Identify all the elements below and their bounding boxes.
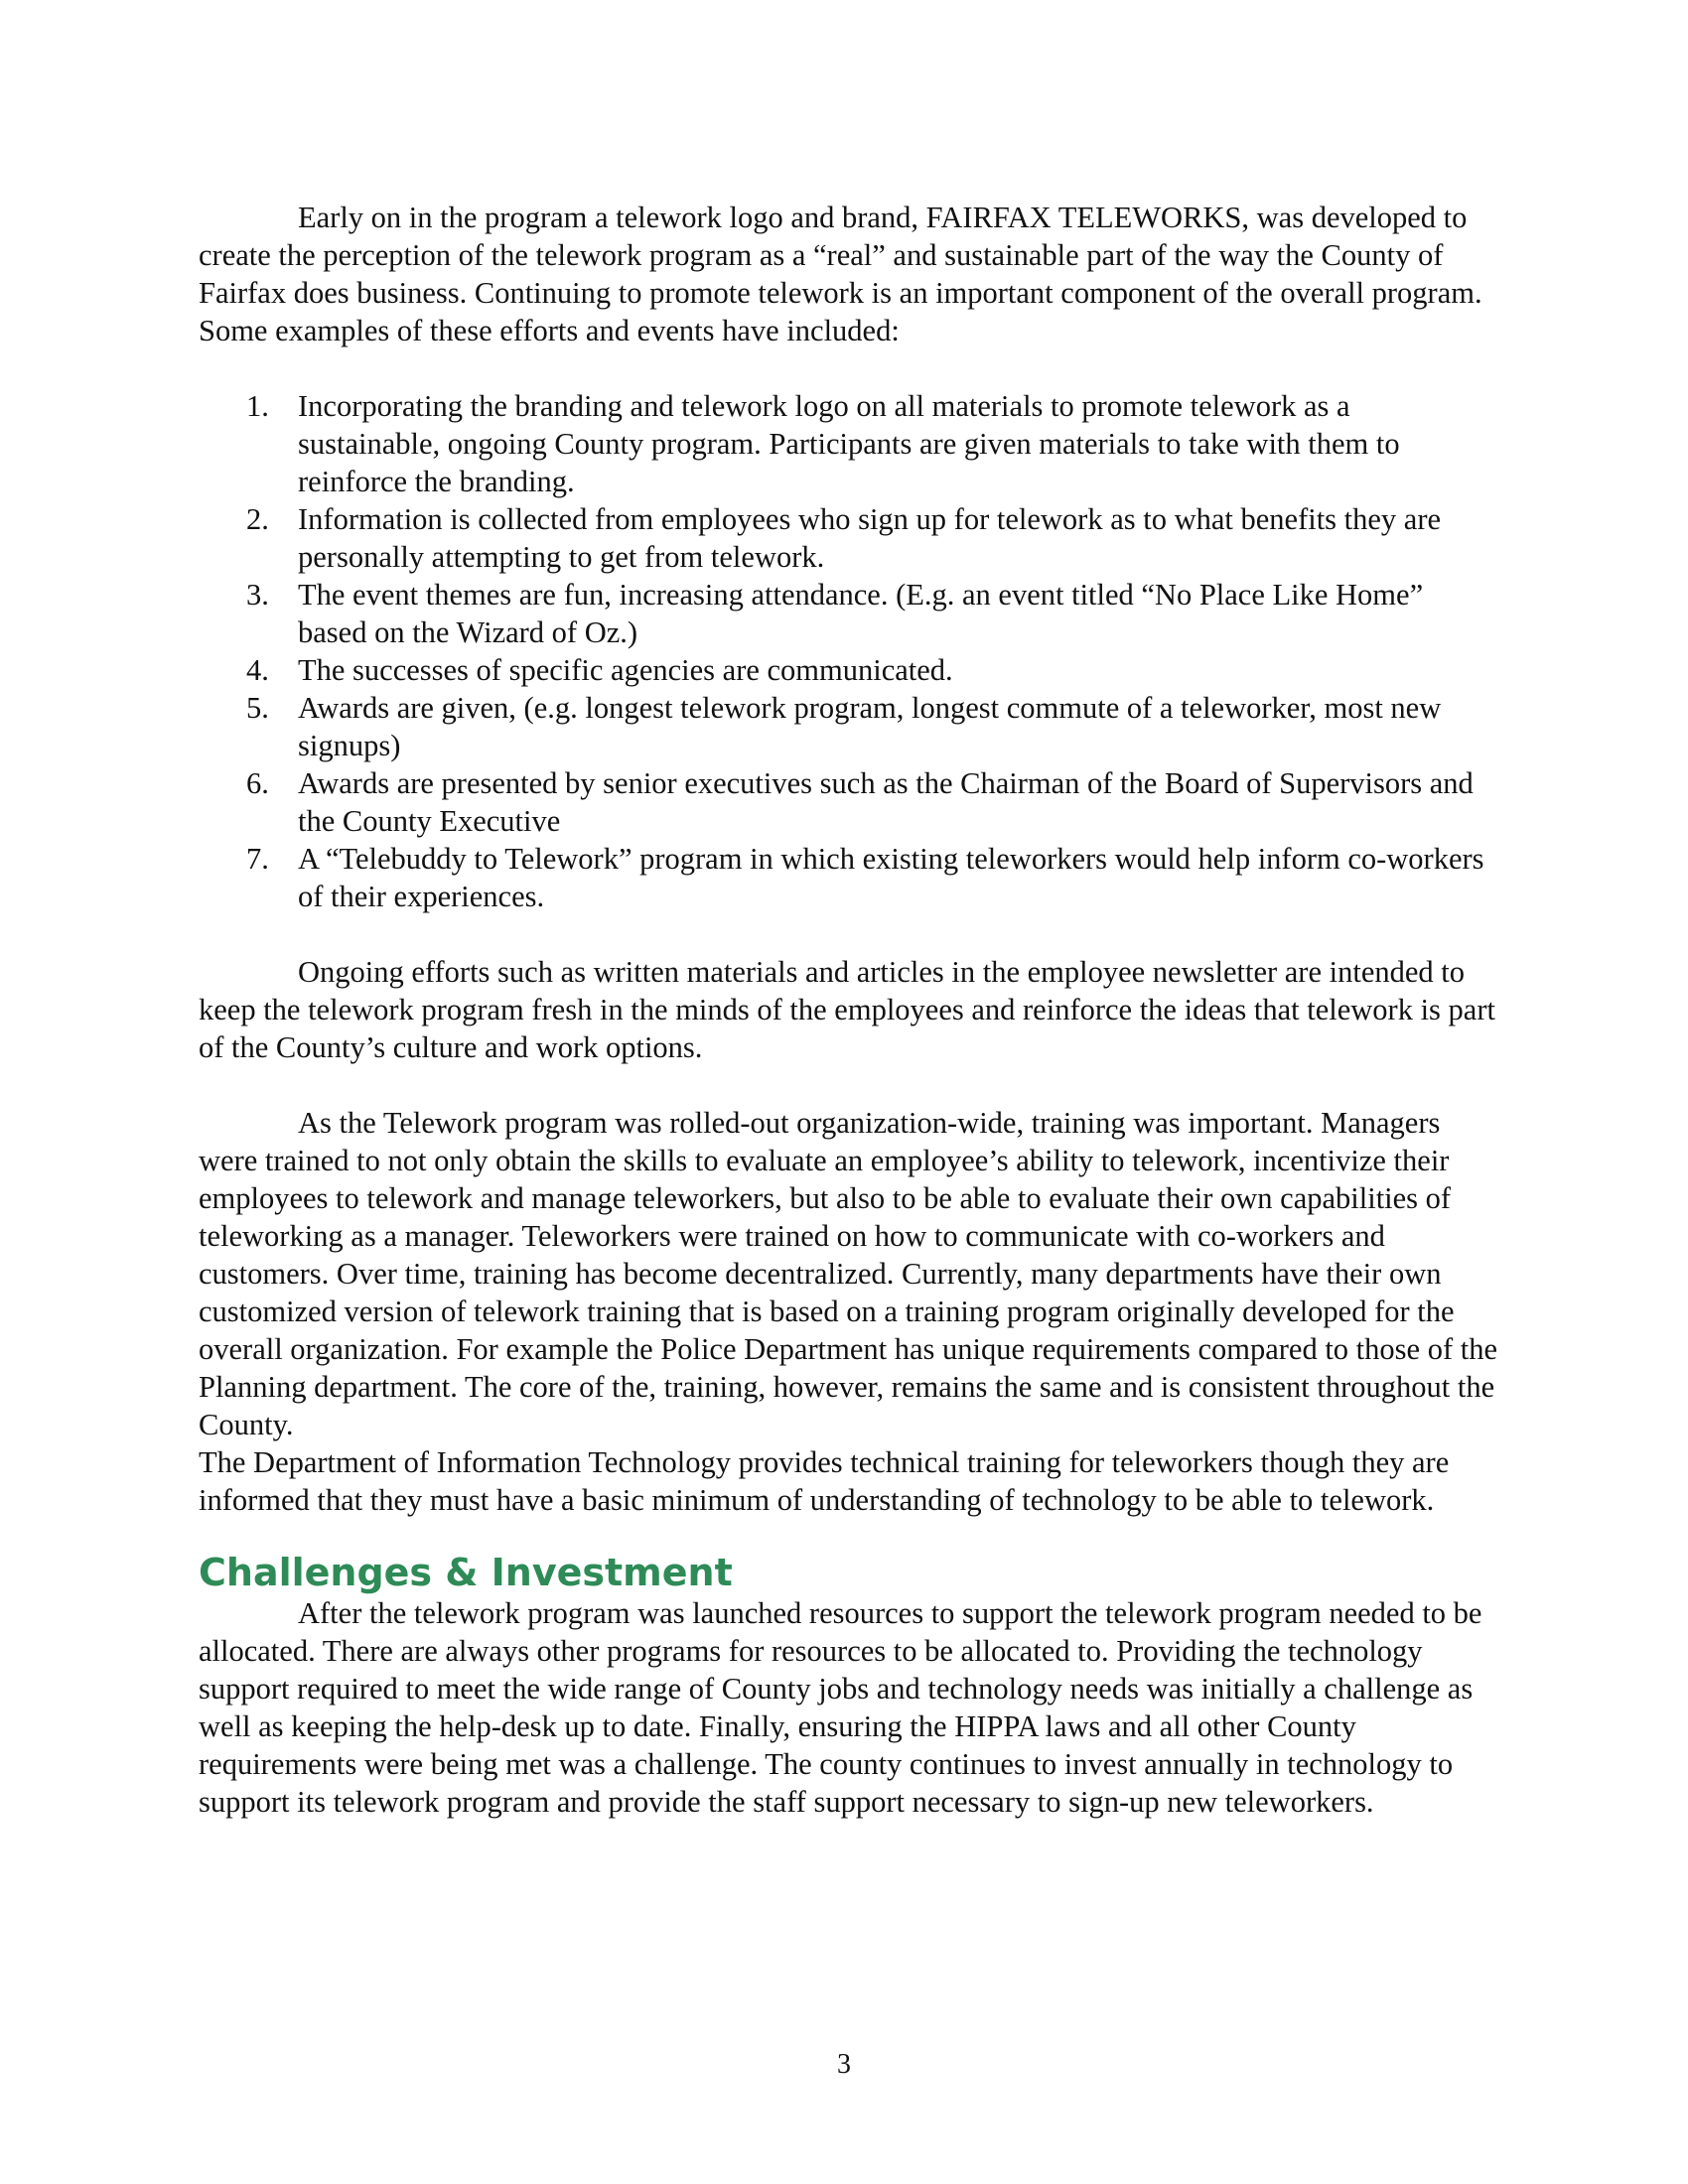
list-item [199, 840, 1499, 915]
list-item-text: Awards are presented by senior executives such as the Chairman of the Board of Supervisors and the County Executive [298, 766, 1474, 838]
promotion-list [199, 387, 1499, 915]
list-item-number: 2. [246, 502, 269, 536]
paragraph-spacer [199, 1066, 1499, 1104]
list-item-number: 6. [246, 766, 269, 800]
list-item [199, 651, 1499, 689]
list-item-text: The successes of specific agencies are communicated. [298, 653, 953, 687]
document-page [199, 199, 1499, 1821]
list-item-number: 3. [246, 578, 269, 612]
page-number: 3 [837, 2049, 851, 2080]
list-item [199, 764, 1499, 840]
list-item-text: A “Telebuddy to Telework” program in which existing teleworkers would help inform co-workers of their experiences. [298, 842, 1484, 913]
list-item [199, 387, 1499, 500]
list-item-number: 4. [246, 653, 269, 687]
list-item [199, 576, 1499, 651]
list-item-text: Information is collected from employees who sign up for telework as to what benefits they are personally attempting to get from telework. [298, 502, 1442, 574]
list-item-text: Awards are given, (e.g. longest telework program, longest commute of a teleworker, most new signups) [298, 691, 1442, 762]
list-item [199, 689, 1499, 764]
list-item-text: The event themes are fun, increasing attendance. (E.g. an event titled “No Place Like Home” based on the Wizard of Oz.) [298, 578, 1424, 649]
intro-paragraph: Early on in the program a telework logo and brand, FAIRFAX TELEWORKS, was developed to create the perception of the telework program as a “real” and sustainable part of the way the County of Fairfax does business. Continuing to promote telework is an important component of the overall program. Some examples of these efforts and events have included: [199, 201, 1482, 347]
list-item-number: 1. [246, 389, 269, 423]
it-training-paragraph: The Department of Information Technology provides technical training for teleworkers though they are informed that they must have a basic minimum of understanding of technology to be able to telework. [199, 1445, 1450, 1517]
list-item-number: 5. [246, 691, 269, 725]
training-paragraph: As the Telework program was rolled-out organization-wide, training was important. Managers were trained to not only obtain the skills to evaluate an employee’s ability to telework, incentivize their employees to telework and manage teleworkers, but also to be able to evaluate their own capabilities of teleworking as a manager. Teleworkers were trained on how to communicate with co-workers and customers. Over time, training has become decentralized. Currently, many departments have their own customized version of telework training that is based on a training program originally developed for the overall organization. For example the Police Department has unique requirements compared to those of the Planning department. The core of the, training, however, remains the same and is consistent throughout the County. [199, 1106, 1497, 1441]
list-item-text: Incorporating the branding and telework logo on all materials to promote telework as a sustainable, ongoing County program. Participants are given materials to take with them to reinforce the branding. [298, 389, 1400, 498]
list-item-number: 7. [246, 842, 269, 876]
list-item [199, 500, 1499, 576]
challenges-paragraph: After the telework program was launched resources to support the telework program needed to be allocated. There are always other programs for resources to be allocated to. Providing the technology support required to meet the wide range of County jobs and technology needs was initially a challenge as well as keeping the help-desk up to date. Finally, ensuring the HIPPA laws and all other County requirements were being met was a challenge. The county continues to invest annually in technology to support its telework program and provide the staff support necessary to sign-up new teleworkers. [199, 1596, 1482, 1819]
section-heading: Challenges & Investment [199, 1551, 733, 1594]
ongoing-efforts-paragraph: Ongoing efforts such as written materials and articles in the employee newsletter are intended to keep the telework program fresh in the minds of the employees and reinforce the ideas that telework is part of the County’s culture and work options. [199, 955, 1495, 1064]
